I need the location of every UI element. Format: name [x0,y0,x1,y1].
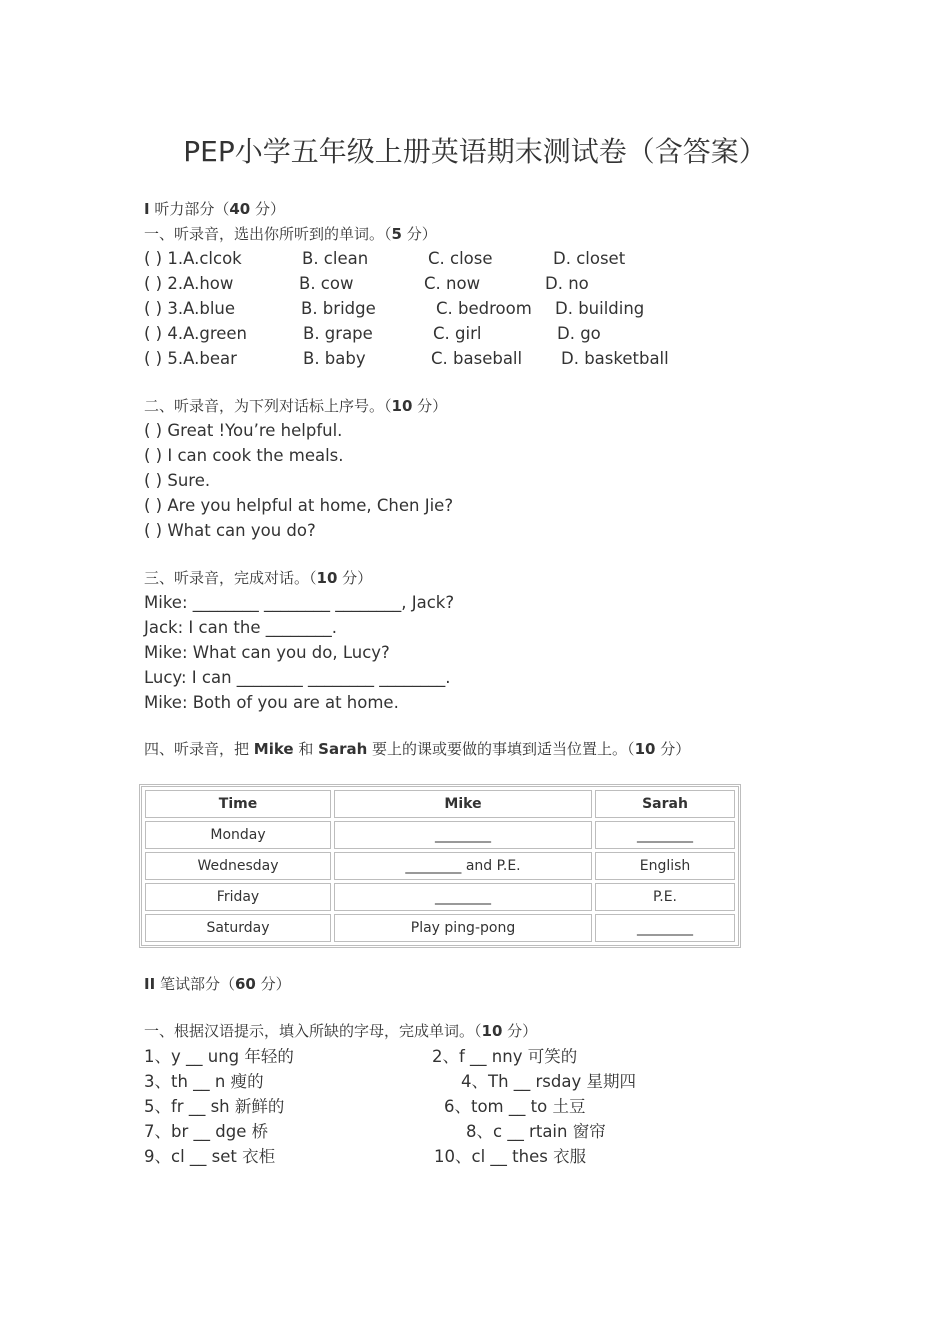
dialogue-line: Mike: ________ ________ ________, Jack? [144,593,455,612]
question-number: ( ) 3.A.blue [144,299,236,318]
section4-heading: 四、听录音，把 Mike 和 Sarah 要上的课或要做的事填到适当位置上。（10 分） [144,740,691,758]
question-number: ( ) 2.A.how [144,274,234,293]
section5-heading: 一、根据汉语提示，填入所缺的字母，完成单词。（10 分） [144,1022,538,1040]
option-b: B. clean [302,249,369,268]
table-cell: ________ [595,821,735,849]
part2-heading: II 笔试部分（60 分） [144,975,291,993]
table-cell: ________ [334,883,592,911]
table-cell: Wednesday [145,852,331,880]
list-item: 7、br __ dge 桥 [144,1122,269,1141]
list-item: 10、cl __ thes 衣服 [434,1147,587,1166]
option-c: C. close [428,249,493,268]
dialogue-line: Lucy: I can ________ ________ ________. [144,668,451,687]
list-item: 4、Th __ rsday 星期四 [461,1072,636,1091]
option-b: B. grape [303,324,373,343]
section2-heading: 二、听录音，为下列对话标上序号。（10 分） [144,397,448,415]
option-c: C. bedroom [436,299,532,318]
option-d: D. no [545,274,589,293]
list-item: 8、c __ rtain 窗帘 [466,1122,606,1141]
dialogue-line: ( ) Great !You’re helpful. [144,421,343,440]
option-c: C. baseball [431,349,523,368]
option-d: D. go [557,324,601,343]
dialogue-line: ( ) What can you do? [144,521,316,540]
option-b: B. cow [299,274,354,293]
question-number: ( ) 4.A.green [144,324,248,343]
dialogue-line: Mike: Both of you are at home. [144,693,399,712]
option-d: D. basketball [561,349,669,368]
list-item: 9、cl __ set 衣柜 [144,1147,276,1166]
table-header-row [145,790,735,818]
table-cell: ________ [334,821,592,849]
table-cell: Saturday [145,914,331,942]
list-item: 5、fr __ sh 新鲜的 [144,1097,285,1116]
table-cell: Friday [145,883,331,911]
list-item: 6、tom __ to 土豆 [444,1097,586,1116]
option-b: B. bridge [301,299,376,318]
question-number: ( ) 5.A.bear [144,349,237,368]
list-item: 3、th __ n 瘦的 [144,1072,264,1091]
table-cell: Monday [145,821,331,849]
table-header-cell: Mike [334,790,592,818]
document-title: PEP小学五年级上册英语期末测试卷（含答案） [183,135,767,168]
dialogue-line: Mike: What can you do, Lucy? [144,643,390,662]
section3-heading: 三、听录音，完成对话。（10 分） [144,569,373,587]
dialogue-line: Jack: I can the ________. [144,618,337,637]
list-item: 2、f __ nny 可笑的 [432,1047,578,1066]
table-cell: English [595,852,735,880]
table-cell: Play ping-pong [334,914,592,942]
table-header-cell: Time [145,790,331,818]
table-row [145,914,735,942]
table-row [145,852,735,880]
option-d: D. closet [553,249,626,268]
option-b: B. baby [303,349,366,368]
question-number: ( ) 1.A.clcok [144,249,242,268]
table-header-cell: Sarah [595,790,735,818]
schedule-table [139,784,741,948]
table-cell: P.E. [595,883,735,911]
part1-heading: I 听力部分（40 分） [144,200,286,218]
list-item: 1、y __ ung 年轻的 [144,1047,294,1066]
option-c: C. girl [433,324,482,343]
dialogue-line: ( ) Sure. [144,471,211,490]
dialogue-line: ( ) I can cook the meals. [144,446,344,465]
table-cell: ________ [595,914,735,942]
table-row [145,821,735,849]
option-d: D. building [555,299,645,318]
section1-heading: 一、听录音，选出你所听到的单词。（5 分） [144,225,437,243]
option-c: C. now [424,274,481,293]
dialogue-line: ( ) Are you helpful at home, Chen Jie? [144,496,454,515]
table-row [145,883,735,911]
table-cell: ________ and P.E. [334,852,592,880]
